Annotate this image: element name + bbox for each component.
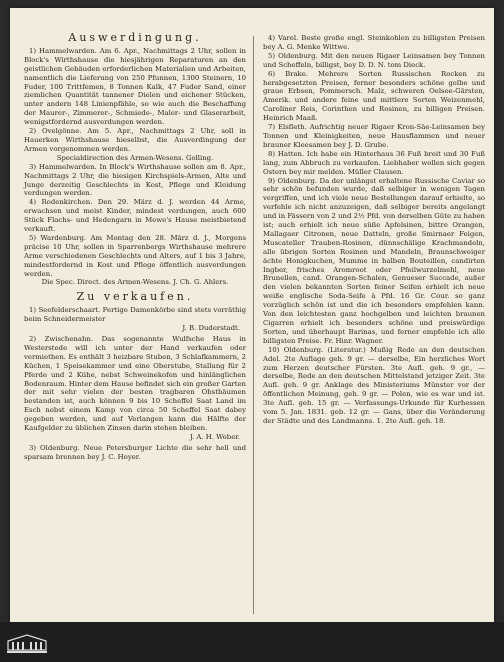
notice: 1) Seefelderschaart. Fertige Damenkörbe sind stets vorräthig beim Schneidermeister	[24, 306, 246, 324]
section-heading-auswerdingung: Auswerdingung.	[68, 31, 202, 44]
notice: 6) Brake. Mehrere Sorten Russischen Rocken zu herabgesetzten Preisen, ferner besonders schöne gelbe und graue Erbsen, Pommersch. Malz, schweren Oelsee-Gärsten, Amerik. und andere feine und mittlere Sorten Weizenmehl, Caroliner Reis, Corinthen und Rosinen, zu billigen Preisen. Heinrich Maaß.	[263, 69, 485, 123]
right-column	[263, 34, 485, 426]
notice: 1) Hammelwarden. Am 6. Apr., Nachmittags 2 Uhr, sollen in Block's Wirthshause die hiesjährigen Reparaturen an den geistlichen Gebäuden erforderlichen Materialien und Arbeiten, namentlich die Lieferung von 250 Pfunnen, 1300 Steinern, 10 Fuder, 100 Trittfemen, 8 Tonnen Kalk, 47 Fuder Sand, einer ziemlichen Quantität tannener Dielen und eichener Stücken, unter andern 148 Linienpfähle, so wie auch die Beschaffung der Maurer-, Zimmerer-, Schmiede-, Maler- und Glaserarbeit, wenigstfordernd ausverdungen werden.	[24, 46, 246, 127]
section-heading-zu-verkaufen: Zu verkaufen.	[76, 290, 194, 304]
notice: 8) Hatten. Ich habe ein Hinterhaus 36 Fuß breit und 30 Fuß lang, zum Abbruch zu verkaufen. Liebhaber wollen sich gegen Ostern bey mir melden. Müller Clausen.	[263, 149, 485, 176]
notice-signature: Die Spec. Direct. des Armen-Wesens. J. Ch. G. Ahlers.	[41, 278, 229, 287]
notice: 3) Oldenburg. Neue Petersburger Lichte die sehr hell und sparsam brennen bey J. C. Hoyer.	[24, 443, 246, 461]
notice: 2) Zwischenahn. Das sogenannte Wulfsche Haus in Westerstede will ich unter der Hand verkaufen oder vermiethen. Es enthält 3 heizbare Stuben, 3 Schlafkammern, 2 Küchen, 1 Speisekammer und eine Oberstube, Stallung für 2 Pferde und 2 Kühe, nebst Schweinekofen und hinlänglichen Bodenraum. Hinter dem Hause befindet sich ein großer Garten der mit sehr vielen der besten tragbaren Obstbäumen bestanden ist, auch können 9 bis 10 Scheffel Saat Land im Esch nebst einem Kamp von circa 50 Scheffel Saat dabey gegeben werden, und auf Verlangen kann die Hälfte der Kaufgelder zu üblichen Zinsen darin stehen bleiben.	[24, 335, 246, 433]
newspaper-page	[10, 8, 494, 622]
left-column	[24, 31, 246, 462]
viewer-footer-bar	[0, 622, 504, 662]
column-divider	[253, 36, 254, 614]
notice: 5) Oldenburg. Mit den neuen Rigaer Leinsamen bey Tonnen und Scheffeln, billigst, bey D. D. N. tom Dieck.	[263, 51, 485, 69]
notice: 4) Rodenkirchen. Den 29. März d. J. werden 44 Arme, erwachsen und meist Kinder, mindest verdungen, auch 600 Stück Flachs- und Hedengarn in Mewe's Hause meistbietend verkauft.	[24, 198, 246, 234]
notice: 10) Oldenburg. (Literatur.) Mußig Rede an den deutschen Adel. 2te Auflage geh. 9 gr. — derselbe, Ein herzliches Wort zum Herzen deutscher Fürsten. 3te Aufl. geh. 9 gr., — derselbe, Rede an den deutschen Mittelstand jetziger Zeit. 3te Aufl. geh. 9 gr. Anklage des Ministeriums Münster vor der öffentlichen Meinung, geh. 9 gr. — Polen, wie es war und ist. 3te Aufl. geh. 15 gr. — Verfassungs-Urkunde für Kurhessen vom 5. Jan. 1831. geb. 12 gr. — Gans, über die Veränderung der Städte und des Landmanns. 1. 2te Aufl. geh. 18.	[263, 345, 485, 425]
notice-signature: J. A. H. Weber.	[189, 432, 240, 441]
notice: 2) Ovelgönne. Am 5. Apr., Nachmittags 2 Uhr, soll in Hauerken Wirthshause hieselbst, die Ausverdingung der Armen vorgenommen werden.	[24, 127, 246, 153]
notice: 5) Wardenburg. Am Montag den 28. März d. J., Morgens präcise 10 Uhr, sollen in Sparrenbergs Wirthshause mehrere Arme verschiedenen Geschlechts und Alters, auf 1 bis 3 Jahre, mindestfordernd in Kost und Pflege öffentlich ausverdungen werden.	[24, 233, 246, 278]
library-logo-icon	[4, 632, 50, 656]
notice: 4) Varel. Beste große engl. Steinkohlen zu billigsten Preisen bey A. G. Menke Wittwe.	[263, 34, 485, 51]
notice: 7) Elsfleth. Aufrichtig neuer Rigaer Kron-Säe-Leinsamen bey Tonnen und Kleinigkeiten, neue Hausflammen und neuer brauner Kleesamen bey J. D. Grube.	[263, 123, 485, 149]
notice: 9) Oldenburg. Da der unlängst erhaltene Russische Caviar so sehr schön befunden wurde, daß selbiger in wenigen Tagen vergriffen, und ich viele neue Bestellungen darauf erhielte, so verfehle ich nicht anzuzeigen, daß selbiger bereits angelangt und in Fässern von 2 und 2½ Pfd. von derselben Güte zu haben ist; auch erhielt ich neue süße Apfelsinen, bittre Orangen, Mallagaer Citronen, neue Datteln, große Smirnaer Feigen, Muscateller Trauben-Rosinen, dünnschälige Krachmandeln, alle übrigen Sorten Rosinen und Mandeln, Braunschweiger ächte Honigkuchen, Mumme in halben Bouteillen, candirten Ingber, frisches Aromroot oder Pfeilwurzelmehl, neue Brunellen, cand. Orangen-Schalen, Genueser Succade, außer den vielen bekannten Sorten feiner Seifen erhielt ich neue weiße englische Soda-Seife à Pfd. 16 Gr. Cour. so ganz vorzüglich schön ist und die ich besonders empfehlen kann. Von den leichtesten ganz hochgelben und leichten braunen Cigarren erhielt ich besonders schöne und preiswürdige Sorten, und überhaupt Barinas, und ferner empfehle ich alle billigsten Preise. Fr. Hinr. Wagner.	[263, 176, 485, 345]
notice-signature: J. B. Duderstadt.	[182, 324, 240, 333]
notice-signature: Specialdirection des Armen-Wesens. Golling.	[56, 153, 214, 162]
notice: 3) Hammelwarden. In Block's Wirthshause sollen am 8. Apr., Nachmittags 2 Uhr, die hiesigen Kirchspiels-Armen, Alte und Junge derzeitig Geschlechts in Kost, Pflege und Kleidung verdungen werden.	[24, 162, 246, 198]
